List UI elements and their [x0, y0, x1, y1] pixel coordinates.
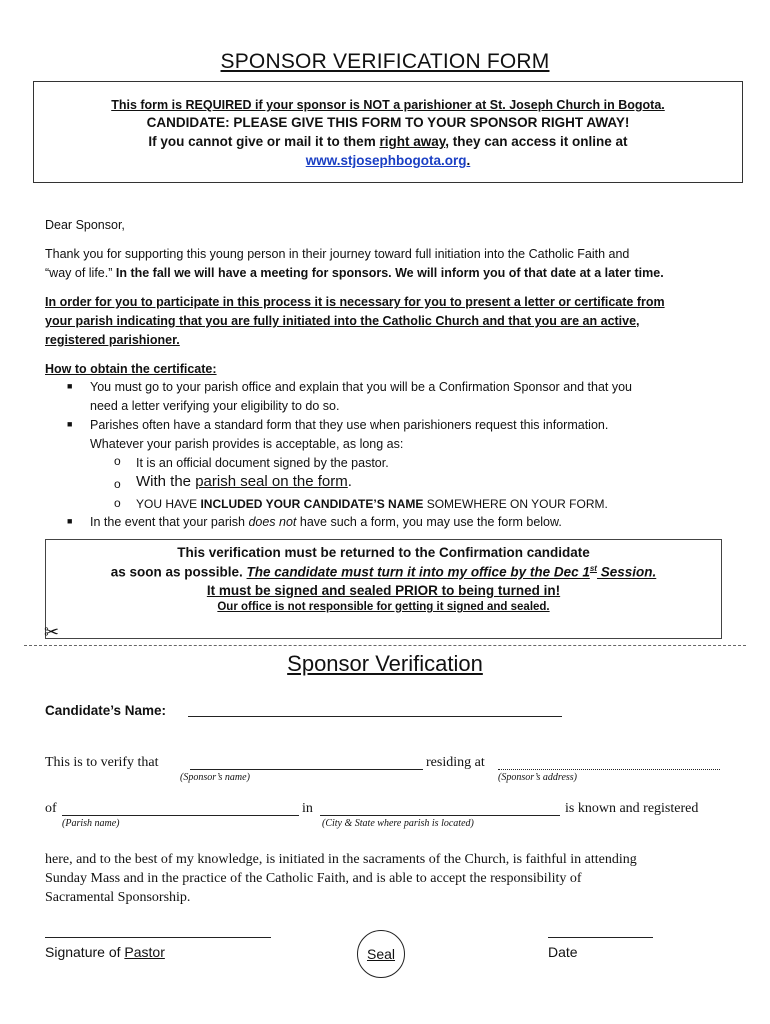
- sponsor-name-hint: (Sponsor’s name): [180, 772, 250, 783]
- parish-name-field[interactable]: [62, 815, 299, 816]
- paragraph-1-line-1: Thank you for supporting this young person in their journey toward full initiation into the Catholic Faith and: [45, 247, 630, 261]
- return-notice-box: [45, 539, 722, 639]
- return-line-4: Our office is not responsible for getting it signed and sealed.: [217, 601, 550, 613]
- paragraph-2-line-1: In order for you to participate in this process it is necessary for you to present a letter or certificate from: [45, 295, 665, 309]
- paragraph-2-line-3: registered parishioner.: [45, 333, 180, 347]
- bullet-1-line-1: You must go to your parish office and explain that you will be a Confirmation Sponsor and that you: [90, 380, 632, 394]
- pastor-signature-field[interactable]: [45, 937, 271, 938]
- known-text: is known and registered: [565, 801, 699, 816]
- cut-line: [24, 645, 746, 646]
- notice-line-required: This form is REQUIRED if your sponsor is NOT a parishioner at St. Joseph Church in Bogota.: [111, 98, 665, 112]
- sub-bullet-2: With the parish seal on the form.: [136, 473, 352, 490]
- of-text: of: [45, 801, 57, 816]
- bullet-icon: ■: [67, 381, 73, 391]
- form-title: SPONSOR VERIFICATION FORM: [220, 50, 550, 73]
- parish-location-field[interactable]: [320, 815, 560, 816]
- paragraph-1-line-2: “way of life.” In the fall we will have a meeting for sponsors. We will inform you of that date at a later time.: [45, 266, 664, 280]
- sub-bullet-icon: o: [114, 496, 121, 510]
- parish-name-hint: (Parish name): [62, 818, 120, 829]
- parish-location-hint: (City & State where parish is located): [322, 818, 474, 829]
- bullet-3: In the event that your parish does not have such a form, you may use the form below.: [90, 515, 562, 529]
- signature-label: Signature of Pastor: [45, 944, 165, 960]
- candidate-name-field[interactable]: [188, 716, 562, 717]
- date-label: Date: [548, 944, 578, 960]
- greeting: Dear Sponsor,: [45, 218, 125, 232]
- bullet-1-line-2: need a letter verifying your eligibility to do so.: [90, 399, 340, 413]
- bullet-2-line-1: Parishes often have a standard form that they use when parishioners request this information.: [90, 418, 609, 432]
- notice-box: [33, 81, 743, 183]
- scissors-icon: ✂: [44, 622, 60, 642]
- sub-bullet-1: It is an official document signed by the pastor.: [136, 456, 389, 470]
- return-line-2: as soon as possible. The candidate must turn it into my office by the Dec 1st Session.: [110, 564, 657, 580]
- sponsor-address-field[interactable]: [498, 769, 720, 770]
- return-line-3: It must be signed and sealed PRIOR to being turned in!: [206, 583, 561, 598]
- sub-bullet-icon: o: [114, 477, 121, 491]
- candidate-name-label: Candidate’s Name:: [45, 703, 167, 718]
- notice-line-access: If you cannot give or mail it to them right away, they can access it online at: [148, 134, 628, 149]
- residing-text: residing at: [426, 755, 485, 770]
- notice-website: www.stjosephbogota.org.: [305, 153, 471, 168]
- sub-bullet-3: YOU HAVE INCLUDED YOUR CANDIDATE’S NAME SOMEWHERE ON YOUR FORM.: [136, 497, 608, 511]
- bullet-2-line-2: Whatever your parish provides is acceptable, as long as:: [90, 437, 404, 451]
- notice-line-candidate: CANDIDATE: PLEASE GIVE THIS FORM TO YOUR SPONSOR RIGHT AWAY!: [146, 115, 630, 130]
- sponsor-name-field[interactable]: [190, 769, 423, 770]
- verify-text: This is to verify that: [45, 755, 159, 770]
- paragraph-2-line-2: your parish indicating that you are fully initiated into the Catholic Church and that you are an active,: [45, 314, 640, 328]
- verification-heading: Sponsor Verification: [287, 651, 483, 676]
- bullet-icon: ■: [67, 516, 73, 526]
- how-to-heading: How to obtain the certificate:: [45, 362, 217, 376]
- sponsor-address-hint: (Sponsor’s address): [498, 772, 577, 783]
- in-text: in: [302, 801, 313, 816]
- seal-circle: Seal: [357, 930, 405, 978]
- bullet-icon: ■: [67, 419, 73, 429]
- website-link[interactable]: www.stjosephbogota.org: [305, 153, 467, 168]
- return-line-1: This verification must be returned to the Confirmation candidate: [177, 545, 590, 560]
- sub-bullet-icon: o: [114, 454, 121, 468]
- verification-body: here, and to the best of my knowledge, is initiated in the sacraments of the Church, is faithful in attending Sunday Mass and in the practice of the Catholic Faith, and is able to accept the responsibility of Sacramental Sponsorship.: [45, 852, 637, 905]
- date-field[interactable]: [548, 937, 653, 938]
